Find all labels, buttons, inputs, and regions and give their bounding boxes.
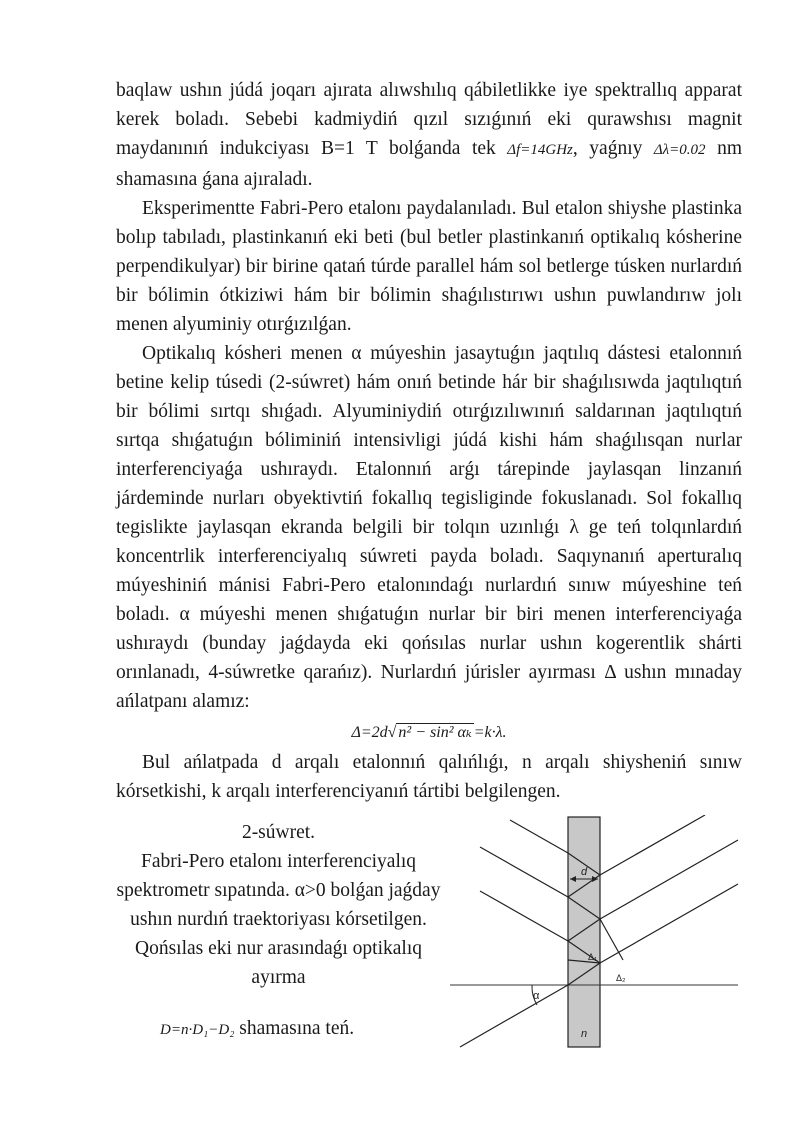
caption-formula-suffix: shamasına teń. (234, 1018, 355, 1039)
text-segment: , yaǵnıy (572, 138, 654, 159)
reflected-ray (510, 820, 568, 853)
equation: Δ=2d√ n² − sin² αₖ =k·λ. (351, 724, 507, 741)
caption-formula-line (160, 1018, 354, 1040)
reflected-ray (480, 847, 568, 897)
paragraph-3: Optikalıq kósheri menen α múyeshin jasaytuǵın jaqtılıq dástesi etalonnıń betine kelip túsedi (2-súwret) hám onıń betinde hár bir shaǵılısıwda jaqtılıqtıń bir bólimi sırtqı shıǵadı. Alyuminiydiń otırǵızılıwınıń saldarınan jaqtılıqtıń sırtqa shıǵatuǵın bóliminiń intensivligi júdá kishi hám shaǵılısqan nurlar interferenciyaǵa ushıraydı. Etalonnıń arǵı tárepinde jaylasqan linzanıń járdeminde nurları obyektivtiń fokallıq tegisliginde fokuslanadı. Sol fokallıq tegislikte jaylasqan ekranda belgili bir tolqın uzınlıǵı λ ge teń tolqınlardıń koncentrlik interferenciyalıq súwreti payda boladı. Saqıynanıń aperturalıq múyeshiniń mánisi Fabri-Pero etalonındaǵı nurlardıń sınıw múyeshine teń boladı. α múyeshi menen shıǵatuǵın nurlar bir biri menen interferenciyaǵa ushıraydı (bunday jaǵdayda eki qońsılas nurlar ushın kogerentlik shárti orınlanadı, 4-súwretke qarańız). Nurlardıń júrisler ayırması Δ ushın mınaday ańlatpanı alamız: (116, 343, 742, 712)
inline-formula-wavelength: Δλ=0.02 (653, 142, 706, 158)
text-segment: nm shamasına ǵana ajıraladı. (116, 138, 742, 190)
equation-lhs: Δ=2d (351, 724, 388, 741)
label-alpha: α (533, 990, 540, 1002)
transmitted-ray (600, 815, 705, 875)
page-body (116, 76, 742, 806)
paragraph-1 (116, 76, 742, 194)
equation-radicand: n² − sin² αₖ (398, 724, 472, 741)
label-n: n (581, 1028, 588, 1040)
fabry-perot-diagram (440, 815, 740, 1050)
reflected-ray (480, 891, 568, 941)
text-segment: baqlaw ushın júdá joqarı ajırata alıwshılıq qábiletlikke iye spektrallıq apparat kerek boladı. Sebebi kadmiydiń qızıl sızıǵınıń eki qurawshısı magnit maydanınıń indukciyası B=1 T bolǵanda tek (116, 80, 742, 159)
equation-rhs: =k·λ. (473, 724, 507, 741)
inline-formula-frequency: Δf=14GHz (507, 142, 573, 158)
transmitted-ray (600, 840, 738, 919)
incident-ray (460, 985, 568, 1047)
caption-body: Fabri-Pero etalonı interferenciyalıq spektrometr sıpatında. α>0 bolǵan jaǵday ushın nurdıń traektoriyası kórsetilgen. Qońsılas eki nur arasındaǵı optikalıq ayırma (116, 851, 441, 988)
label-d: d (581, 866, 588, 878)
glass-plate (568, 817, 600, 1047)
caption-formula: D=n·D₁−D₂ (160, 1022, 235, 1038)
delta-perpendicular (600, 919, 623, 960)
caption-title: 2-súwret. (241, 822, 316, 843)
paragraph-2: Eksperimentte Fabri-Pero etalonı paydalanıladı. Bul etalon shiyshe plastinka bolıp tabıladı, plastinkanıń eki beti (bul betler plastinkanıń optikalıq kósherine perpendikulyar) bir birine qatań túrde parallel hám sol betlerge túsken nurlardıń bir bólimin ótkiziwi hám bir bólimin shaǵılıstırıwı ushın puwlandırıw jolı menen alyuminiy otırǵızılǵan. (116, 198, 742, 335)
transmitted-ray (600, 884, 738, 963)
paragraph-4: Bul ańlatpada d arqalı etalonnıń qalıńlıǵı, n arqalı shiysheniń sınıw kórsetkishi, k arqalı interferenciyanıń tártibi belgilengen. (116, 752, 742, 802)
label-delta1: Δ₁ (588, 952, 598, 962)
figure-caption (116, 818, 441, 992)
label-delta2: Δ₂ (616, 973, 626, 983)
